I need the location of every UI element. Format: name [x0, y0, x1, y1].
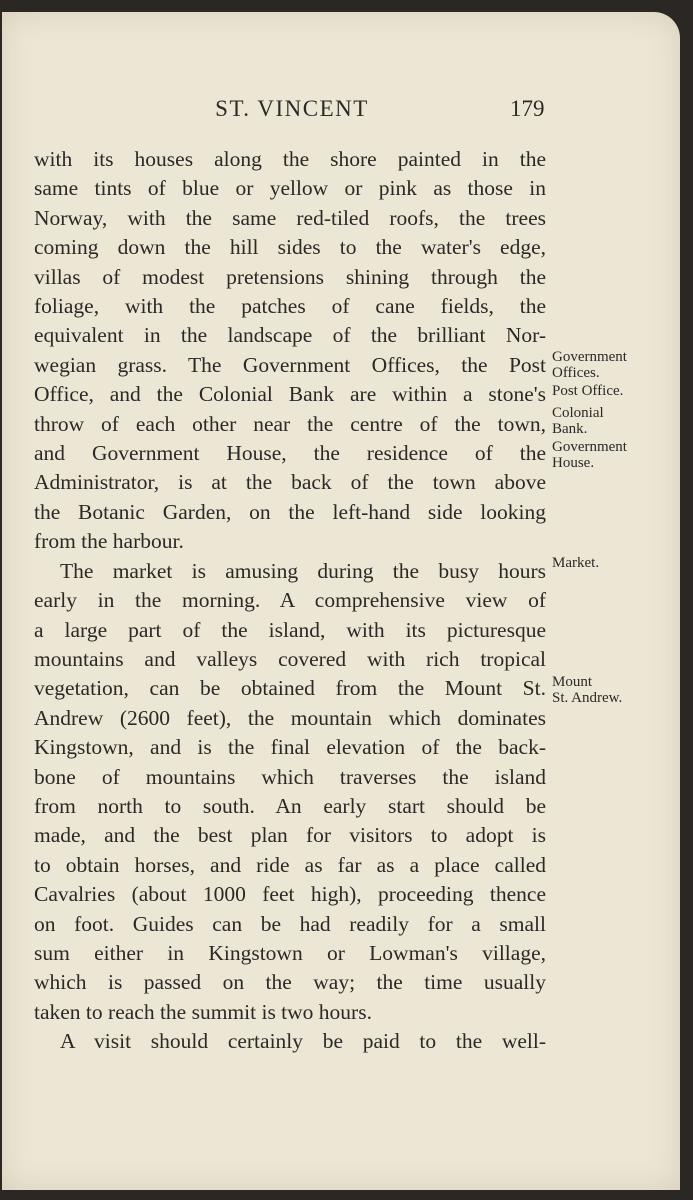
text-line: Kingstown, and is the final elevation of the back-	[34, 735, 546, 760]
text-line: villas of modest pretensions shining through the	[34, 264, 546, 289]
text-line: taken to reach the summit is two hours.	[34, 999, 372, 1024]
text-line: the Botanic Garden, on the left-hand side looking	[34, 499, 546, 524]
text-line: wegian grass. The Government Offices, the Post	[34, 352, 546, 377]
text-line: Norway, with the same red-tiled roofs, the trees	[34, 205, 546, 230]
text-line: on foot. Guides can be had readily for a small	[34, 911, 546, 936]
text-line: coming down the hill sides to the water's edge,	[34, 235, 546, 260]
text-line: which is passed on the way; the time usually	[34, 970, 546, 995]
text-line: made, and the best plan for visitors to adopt is	[34, 823, 546, 848]
text-line: vegetation, can be obtained from the Mount St.	[34, 676, 546, 701]
text-line: Office, and the Colonial Bank are within a stone's	[34, 382, 546, 407]
side-note-government-house: Government House.	[552, 439, 627, 471]
text-line: a large part of the island, with its picturesque	[34, 617, 546, 642]
body-text	[34, 145, 546, 1057]
text-line: Andrew (2600 feet), the mountain which dominates	[34, 705, 546, 730]
book-page	[2, 12, 680, 1190]
text-line: A visit should certainly be paid to the well-	[60, 1029, 546, 1054]
text-line: from the harbour.	[34, 529, 184, 554]
text-line: Cavalries (about 1000 feet high), proceeding thence	[34, 882, 546, 907]
side-note-colonial-bank: Colonial Bank.	[552, 405, 604, 437]
page-number: 179	[510, 96, 545, 121]
text-line: equivalent in the landscape of the brilliant Nor-	[34, 323, 546, 348]
text-line: and Government House, the residence of the	[34, 441, 546, 466]
text-line: from north to south. An early start should be	[34, 793, 546, 818]
text-line: throw of each other near the centre of the town,	[34, 411, 546, 436]
text-line: with its houses along the shore painted in the	[34, 147, 546, 171]
text-line: same tints of blue or yellow or pink as those in	[34, 176, 546, 201]
text-line: The market is amusing during the busy hours	[60, 558, 546, 583]
text-line: sum either in Kingstown or Lowman's village,	[34, 940, 546, 965]
side-note-mount-st-andrew: Mount St. Andrew.	[552, 674, 623, 706]
running-header-title: ST. VINCENT	[215, 96, 369, 121]
text-line: mountains and valleys covered with rich tropical	[34, 646, 546, 671]
text-line: Administrator, is at the back of the town above	[34, 470, 546, 495]
text-line: bone of mountains which traverses the island	[34, 764, 546, 789]
text-line: foliage, with the patches of cane fields, the	[34, 294, 546, 319]
text-line: early in the morning. A comprehensive view of	[34, 588, 546, 613]
side-note-post-office: Post Office.	[552, 383, 624, 399]
text-line: to obtain horses, and ride as far as a place called	[34, 852, 546, 877]
side-note-market: Market.	[552, 555, 600, 571]
side-note-government-offices: Government Offices.	[552, 349, 627, 381]
